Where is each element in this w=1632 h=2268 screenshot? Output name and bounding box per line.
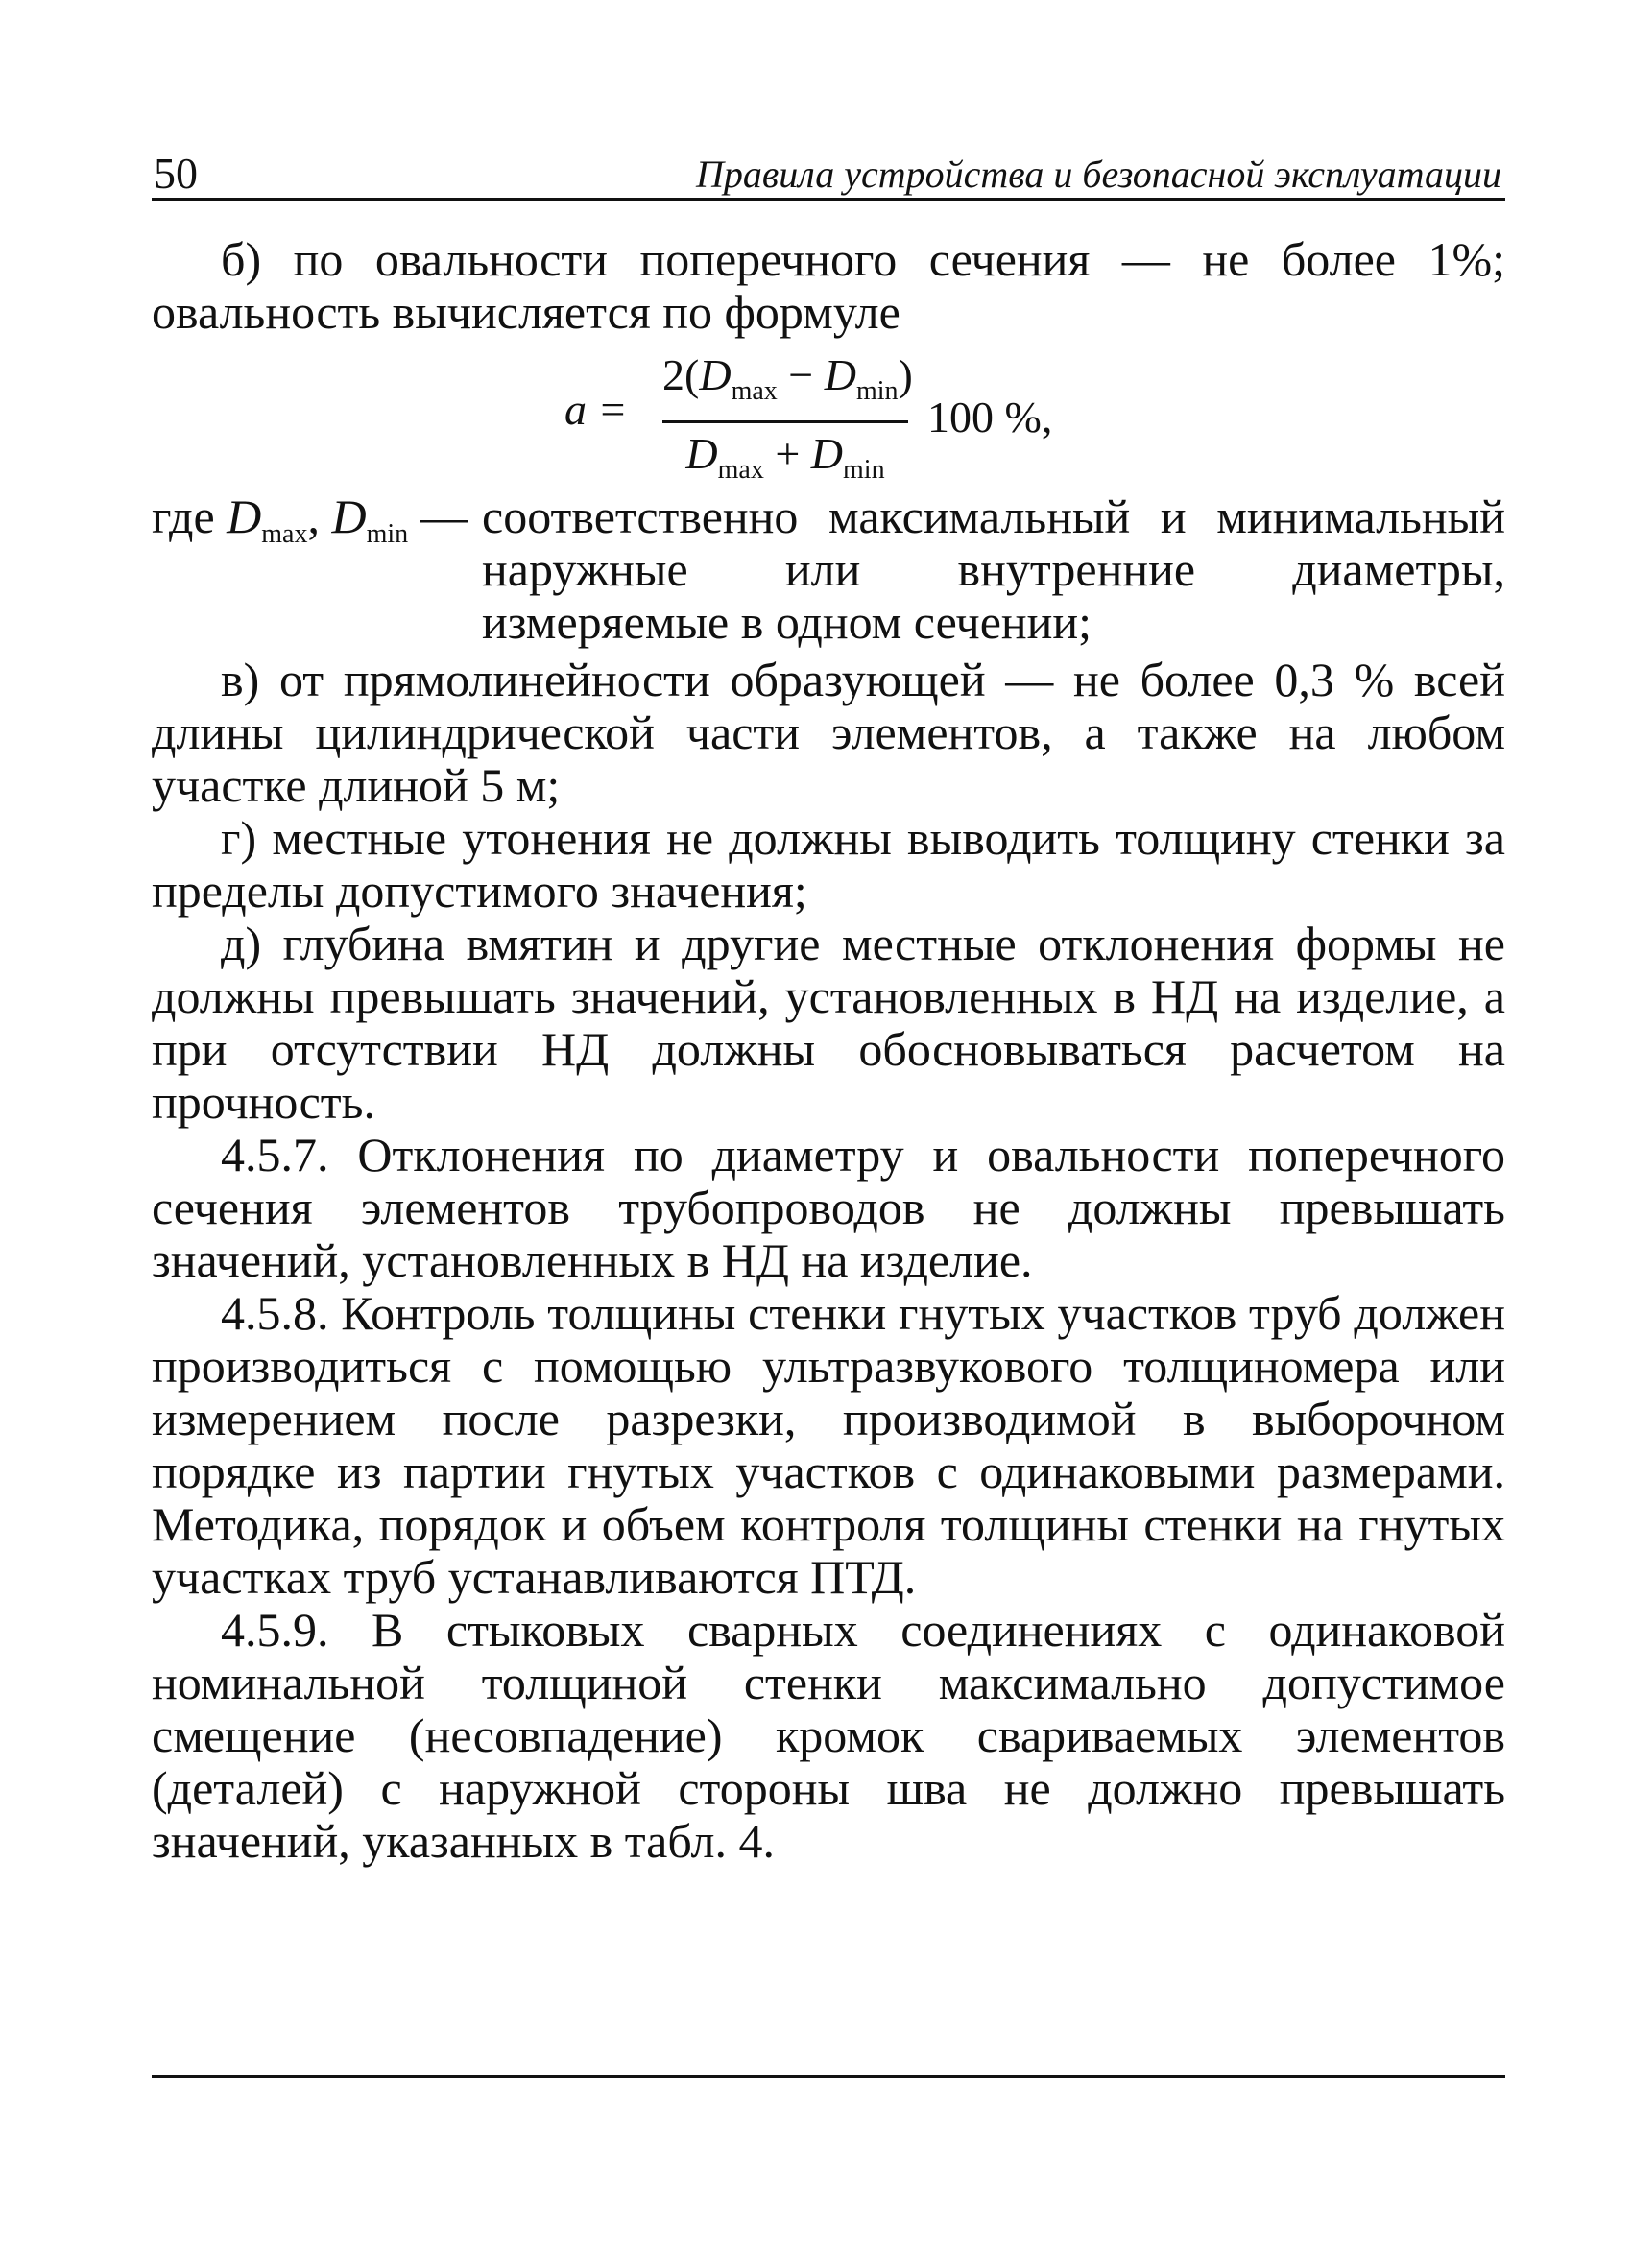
definition-symbols: где $D_{max}$, $D_{min}$ — bbox=[152, 489, 468, 549]
paragraph-g: г) местные утонения не должны выводить толщину стенки за пределы допустимого значения; bbox=[152, 811, 1505, 918]
running-title: Правила устройства и безопасной эксплуатации bbox=[696, 153, 1501, 196]
formula-tail: 100 %, bbox=[927, 393, 1053, 442]
paragraph-4-5-7: 4.5.7. Отклонения по диаметру и овальности поперечного сечения элементов трубопроводов не должны превышать значений, установленных в НД на изделие. bbox=[152, 1128, 1505, 1287]
document-page bbox=[152, 144, 1505, 1868]
paragraph-b: б) по овальности поперечного сечения — не более 1%; овальность вычисляется по формуле bbox=[152, 232, 1505, 339]
fraction-bar bbox=[662, 420, 908, 423]
formula-numerator: $2(D_{max} - D_{min})$ bbox=[662, 350, 913, 406]
variable-definition bbox=[152, 490, 1505, 654]
body-text bbox=[152, 233, 1505, 1868]
ovality-formula bbox=[152, 341, 1505, 485]
paragraph-4-5-9: 4.5.9. В стыковых сварных соединениях с одинаковой номинальной толщиной стенки максимально допустимое смещение (несовпадение) кромок свариваемых элементов (деталей) с наружной стороны шва не должно превышать значений, указанных в табл. 4. bbox=[152, 1603, 1505, 1868]
formula-denominator: $D_{max} + D_{min}$ bbox=[685, 429, 885, 485]
formula-fraction bbox=[662, 348, 913, 497]
footer-rule bbox=[152, 2075, 1505, 2078]
page-number: 50 bbox=[154, 149, 198, 198]
definition-text: соответственно максимальный и минимальный наружные или внутренние диаметры, измеряемые в одном сечении; bbox=[482, 489, 1505, 649]
paragraph-v: в) от прямолинейности образующей — не более 0,3 % всей длины цилиндрической части элементов, а также на любом участке длиной 5 м; bbox=[152, 653, 1505, 812]
running-header bbox=[152, 144, 1505, 201]
paragraph-d: д) глубина вмятин и другие местные отклонения формы не должны превышать значений, установленных в НД на изделие, а при отсутствии НД должны обосновываться расчетом на прочность. bbox=[152, 917, 1505, 1129]
formula-lhs: a = bbox=[564, 385, 628, 434]
paragraph-4-5-8: 4.5.8. Контроль толщины стенки гнутых участков труб должен производиться с помощью ультразвукового толщиномера или измерением после разрезки, производимой в выборочном порядке из партии гнутых участков с одинаковыми размерами. Методика, порядок и объем контроля толщины стенки на гнутых участках труб устанавливаются ПТД. bbox=[152, 1286, 1505, 1604]
